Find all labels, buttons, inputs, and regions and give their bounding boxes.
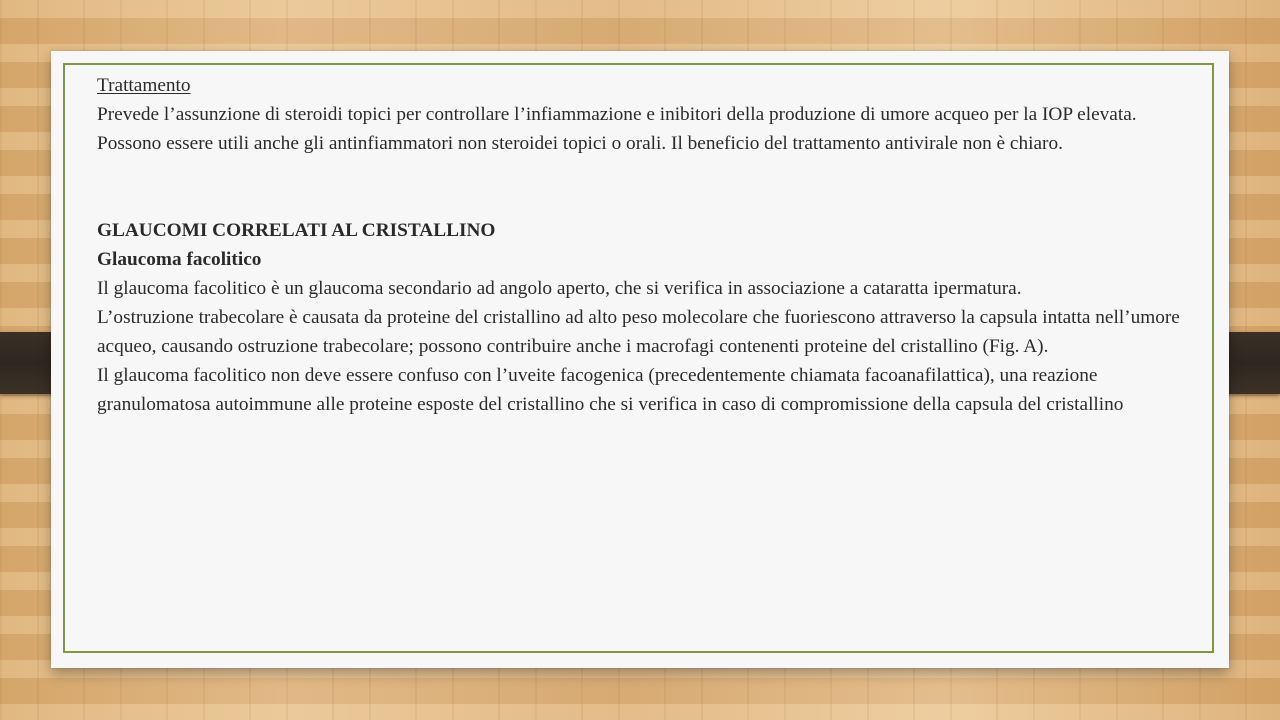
glaucoma-paragraph-2: L’ostruzione trabecolare è causata da proteine del cristallino ad alto peso molecolare che fuoriescono attraverso la capsula intatta nell’umore acqueo, causando ostruzione trabecolare; possono contribuire anche i macrofagi contenenti proteine del cristallino (Fig. A). [97,307,1180,357]
trattamento-paragraph-2: Possono essere utili anche gli antinfiammatori non steroidei topici o orali. Il beneficio del trattamento antivirale non è chiaro. [97,133,1063,154]
glaucoma-paragraph-1: Il glaucoma facolitico è un glaucoma secondario ad angolo aperto, che si verifica in associazione a cataratta ipermatura. [97,278,1022,299]
subheading-glaucoma-facolitico: Glaucoma facolitico [97,249,262,270]
section-spacer [97,158,1192,216]
trattamento-paragraph-1: Prevede l’assunzione di steroidi topici per controllare l’infiammazione e inibitori della produzione di umore acqueo per la IOP elevata. [97,104,1137,125]
slide-content [97,71,1192,419]
slide-card [51,51,1229,668]
section-heading-glaucomi: GLAUCOMI CORRELATI AL CRISTALLINO [97,220,496,241]
glaucoma-paragraph-3: Il glaucoma facolitico non deve essere confuso con l’uveite facogenica (precedentemente chiamata facoanafilattica), una reazione granulomatosa autoimmune alle proteine esposte del cristallino che si verifica in caso di compromissione della capsula del cristallino [97,365,1124,415]
section-title-trattamento: Trattamento [97,75,191,96]
